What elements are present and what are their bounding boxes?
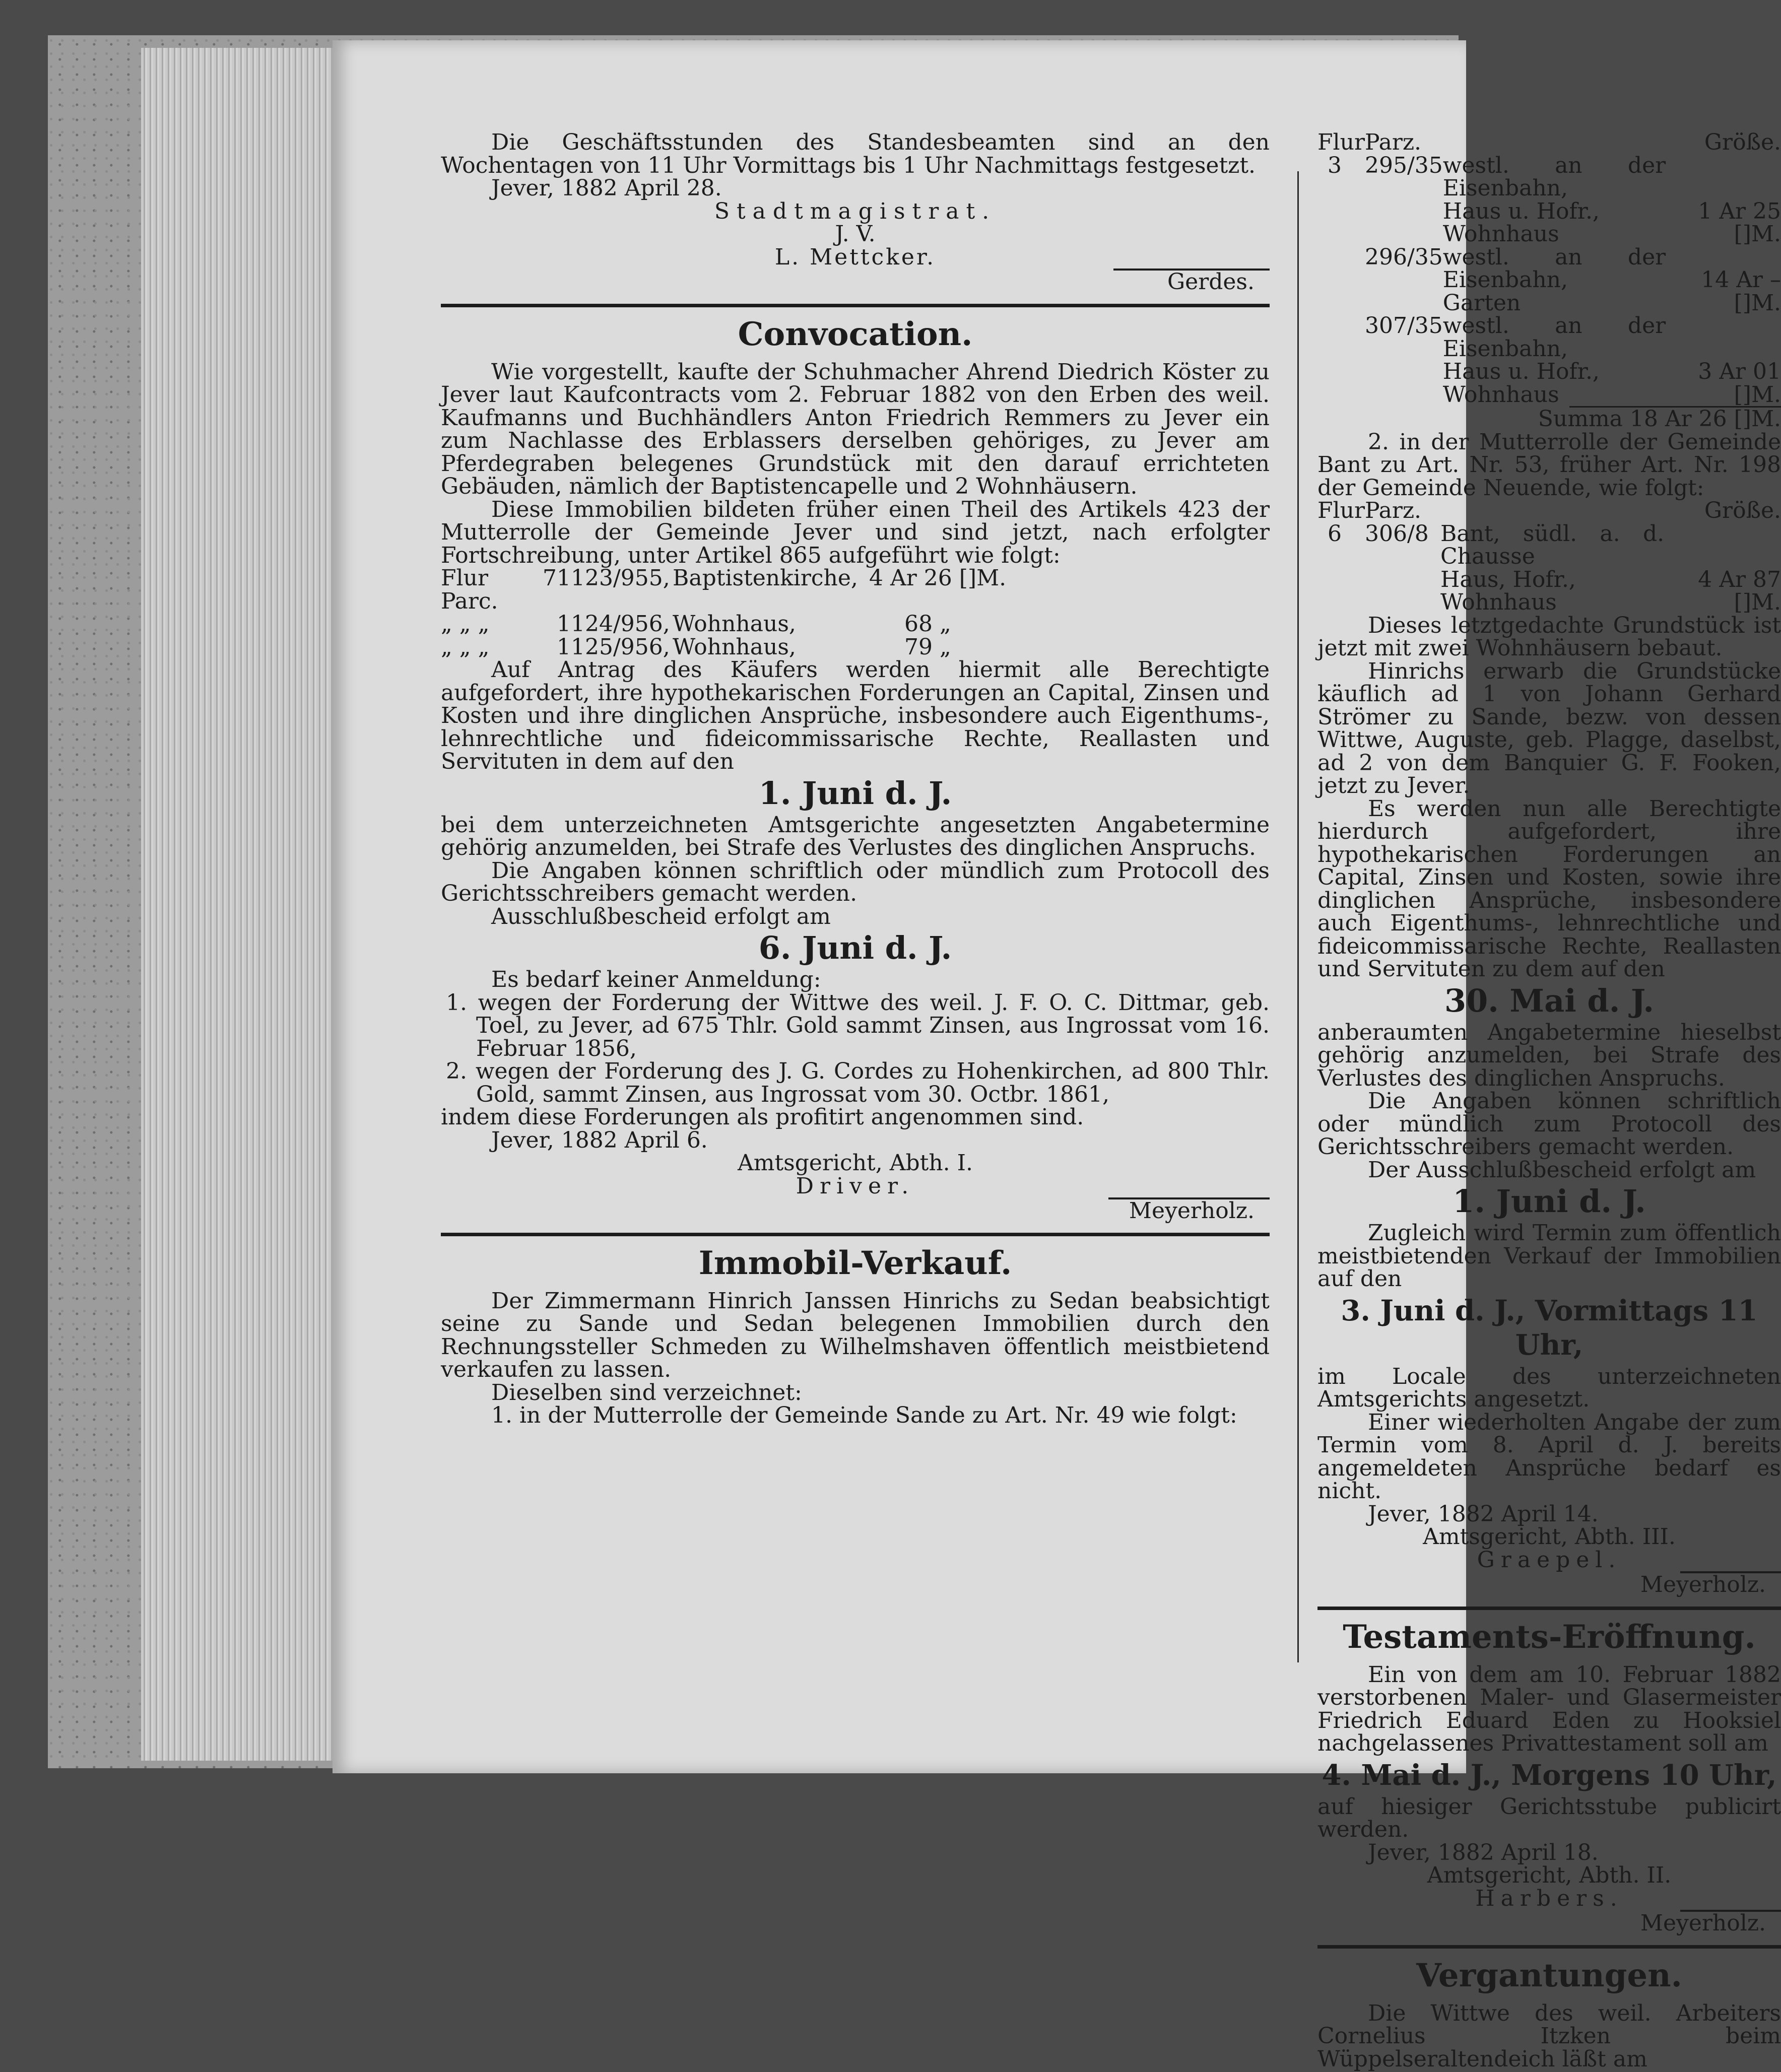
convocation-signature: Meyerholz. — [1129, 1198, 1255, 1224]
column-divider — [1297, 171, 1299, 1662]
parcel-desc: westl. an der Eisenbahn, — [1442, 152, 1666, 201]
immobil-paragraph: 1. in der Mutterrolle der Gemeinde Sande zu Art. Nr. 49 wie folgt: — [491, 1402, 1237, 1428]
convocation-judge: Driver. — [796, 1173, 915, 1199]
immobil-paragraph: Der Zimmermann Hinrich Janssen Hinrichs zu Sedan beabsichtigt seine zu Sande und Sedan belegenen Immobilien durch den Rechnungssteller Schmeden zu Wilhelmshaven öffentlich meistbietend verkaufen zu lassen. — [441, 1288, 1270, 1382]
right-date: 30. Mai d. J. — [1444, 982, 1655, 1019]
parcel-desc: Haus u. Hofr., — [1442, 198, 1600, 224]
newspaper-page — [333, 40, 1781, 2072]
parcel-description: Wohnhaus, — [673, 634, 796, 660]
parcel-size: 79 „ — [904, 634, 951, 660]
convocation-title: Convocation. — [738, 315, 973, 353]
parcel-lead: Flur 7 Parc. — [441, 565, 557, 614]
header-flur: Flur — [1317, 129, 1365, 155]
convocation-paragraph: Diese Immobilien bildeten früher einen Theil des Artikels 423 der Mutterrolle der Gemeinde Jever und sind jetzt, nach erfolgter Fortschreibung, unter Artikel 865 aufgeführt wie folgt: — [441, 496, 1270, 568]
convocation-paragraph: Wie vorgestellt, kaufte der Schuhmacher Ahrend Diedrich Köster zu Jever laut Kaufcontracts vom 2. Februar 1882 von den Erben des weil. Kaufmanns und Buchhändlers Anton Friedrich Remmers zu Jever ein zum Nachlasse des Erblassers derselben gehöriges, zu Jever am Pferdegraben belegenes Grundstück mit den darauf errichteten Gebäuden, nämlich der Baptistencapelle und 2 Wohnhäusern. — [441, 359, 1270, 499]
right-column — [1317, 131, 1781, 2070]
section-rule — [1317, 1945, 1781, 1949]
notice-date: Jever, 1882 April 28. — [491, 175, 722, 201]
vergantungen-paragraph: Die Wittwe des weil. Arbeiters Cornelius Itzken beim Wüppelseraltendeich läßt am — [1317, 2000, 1781, 2072]
convocation-paragraph: Die Angaben können schriftlich oder mündlich zum Protocoll des Gerichtsschreibers gemacht werden. — [441, 857, 1270, 906]
parcel-size: 4 Ar 87 []M. — [1698, 566, 1781, 615]
testament-paragraph: auf hiesiger Gerichtsstube publicirt werden. — [1317, 1793, 1781, 1842]
right-court: Amtsgericht, Abth. III. — [1423, 1524, 1676, 1550]
parcel-size: 4 Ar 26 []M. — [869, 565, 1007, 591]
parcel-description: Baptistenkirche, — [673, 565, 858, 591]
notice-authority: Stadtmagistrat. — [714, 198, 997, 224]
left-column — [441, 131, 1270, 1427]
right-paragraph: anberaumten Angabetermine hieselbst gehörig anzumelden, bei Strafe des Verlustes des dinglichen Anspruchs. — [1317, 1019, 1781, 1091]
testament-place: Jever, 1882 April 18. — [1368, 1839, 1599, 1865]
parcel-row — [441, 636, 1270, 659]
parcel-desc: westl. an der Eisenbahn, — [1442, 244, 1666, 293]
right-date: 3. Juni d. J., Vormittags 11 Uhr, — [1341, 1294, 1758, 1362]
parcel-row — [441, 567, 1270, 613]
section-rule — [441, 304, 1270, 307]
testament-judge: Harbers. — [1475, 1885, 1623, 1911]
parcel-desc: Wohnhaus — [1442, 381, 1559, 408]
header-size: Größe. — [1704, 129, 1781, 155]
parcel-size: 14 Ar – []M. — [1701, 267, 1781, 316]
vergantungen-title: Vergantungen. — [1416, 1956, 1682, 1994]
right-paragraph: Zugleich wird Termin zum öffentlich meistbietenden Verkauf der Immobilien auf den — [1317, 1220, 1781, 1292]
right-signature: Meyerholz. — [1640, 1572, 1766, 1597]
right-date: 1. Juni d. J. — [1453, 1183, 1646, 1220]
notice-signature: Gerdes. — [1167, 269, 1255, 295]
right-place: Jever, 1882 April 14. — [1368, 1501, 1599, 1527]
parcel-desc: Haus u. Hofr., — [1442, 359, 1600, 384]
parcel-description: Wohnhaus, — [673, 611, 796, 637]
immobil-title: Immobil-Verkauf. — [698, 1244, 1012, 1282]
convocation-paragraph: indem diese Forderungen als profitirt angenommen sind. — [441, 1104, 1084, 1130]
testament-court: Amtsgericht, Abth. II. — [1427, 1862, 1672, 1888]
testament-paragraph: Ein von dem am 10. Februar 1882 verstorbenen Maler- und Glasermeister Friedrich Eduard Eden zu Hooksiel nachgelassenes Privattestament soll am — [1317, 1661, 1781, 1756]
parcel-size: 3 Ar 01 []M. — [1698, 359, 1781, 408]
parcel-sum: Summa 18 Ar 26 []M. — [1538, 406, 1781, 432]
right-judge: Graepel. — [1477, 1547, 1622, 1573]
testament-date: 4. Mai d. J., Morgens 10 Uhr, — [1322, 1758, 1777, 1792]
header-size: Größe. — [1704, 498, 1781, 523]
right-paragraph: Es werden nun alle Berechtigte hierdurch aufgefordert, ihre hypothekarischen Forderungen an Capital, Zinsen und Kosten, sowie ihre dinglichen Ansprüche, insbesondere auch Eigenthums-, lehnrechtliche und fideicommissarische Rechte, Reallasten und Servituten zu dem auf den — [1317, 795, 1781, 982]
convocation-court: Amtsgericht, Abth. I. — [737, 1150, 973, 1176]
right-paragraph: Einer wiederholten Angabe der zum Termin vom 8. April d. J. bereits angemeldeten Ansprüche bedarf es nicht. — [1317, 1409, 1781, 1504]
parcel-table-sande — [1317, 131, 1781, 406]
parcel-desc: Haus, Hofr., — [1440, 566, 1576, 592]
convocation-paragraph: Es bedarf keiner Anmeldung: — [491, 967, 821, 992]
convocation-paragraph: Ausschlußbescheid erfolgt am — [491, 903, 831, 929]
office-hours-notice: Die Geschäftsstunden des Standesbeamten sind an den Wochentagen von 11 Uhr Vormittags bis 1 Uhr Nachmittags festgesetzt. — [441, 129, 1270, 178]
convocation-paragraph: Auf Antrag des Käufers werden hiermit alle Berechtigte aufgefordert, ihre hypothekarischen Forderungen an Capital, Zinsen und Kosten und ihre dinglichen Ansprüche, insbesondere auch Eigenthums-, lehnrechtliche und fideicommissarische Rechte, Reallasten und Servituten in dem auf den — [441, 657, 1270, 774]
parcel-number: 1125/956, — [557, 634, 670, 660]
parcel-lead: „ „ „ — [441, 611, 490, 637]
bant-paragraph: 2. in der Mutterrolle der Gemeinde Bant zu Art. Nr. 53, früher Art. Nr. 198 der Gemeinde Neuende, wie folgt: — [1317, 429, 1781, 501]
parcel-desc: Garten — [1442, 290, 1521, 316]
flur-number: 6 — [1328, 520, 1342, 547]
parcel-number: 1124/956, — [557, 611, 670, 637]
testament-signature: Meyerholz. — [1640, 1910, 1766, 1936]
convocation-place: Jever, 1882 April 6. — [491, 1127, 708, 1153]
notice-iv: J. V. — [835, 221, 876, 247]
parcel-desc: westl. an der Eisenbahn, — [1442, 313, 1666, 362]
parcel-row — [441, 613, 1270, 636]
parcel-desc: Wohnhaus — [1442, 221, 1559, 247]
parcel-size: 1 Ar 25 []M. — [1698, 198, 1781, 247]
right-paragraph: Der Ausschlußbescheid erfolgt am — [1368, 1157, 1756, 1183]
flur-number: 3 — [1328, 152, 1342, 178]
notice-official: L. Mettcker. — [774, 244, 936, 270]
parz-number: 296/35 — [1364, 244, 1443, 270]
right-paragraph: Hinrichs erwarb die Grundstücke käuflich ad 1 von Johann Gerhard Strömer zu Sande, bezw. von dessen Wittwe, Auguste, geb. Plagge, daselbst, ad 2 von dem Banquier G. F. Fooken, jetzt zu Jever. — [1317, 658, 1781, 798]
convocation-date: 6. Juni d. J. — [758, 929, 952, 966]
convocation-item: 1. wegen der Forderung der Wittwe des weil. J. F. O. C. Dittmar, geb. Toel, zu Jever, ad 675 Thlr. Gold sammt Zinsen, aus Ingrossat vom 16. Februar 1856, — [446, 989, 1270, 1061]
parcel-list — [441, 567, 1270, 658]
parcel-table-bant — [1317, 499, 1781, 614]
parcel-desc: Wohnhaus — [1440, 589, 1557, 615]
convocation-paragraph: bei dem unterzeichneten Amtsgerichte angesetzten Angabetermine gehörig anzumelden, bei Strafe des Verlustes des dinglichen Anspruchs. — [441, 812, 1270, 860]
parcel-size: 68 „ — [904, 611, 951, 637]
parz-number: 295/35 — [1364, 152, 1443, 178]
convocation-date: 1. Juni d. J. — [758, 774, 952, 812]
right-paragraph: im Locale des unterzeichneten Amtsgerichts angesetzt. — [1317, 1363, 1781, 1412]
right-paragraph: Die Angaben können schriftlich oder mündlich zum Protocoll des Gerichtsschreibers gemacht werden. — [1317, 1088, 1781, 1160]
right-paragraph: Dieses letztgedachte Grundstück ist jetzt mit zwei Wohnhäusern bebaut. — [1317, 612, 1781, 661]
page-edges — [141, 48, 343, 1761]
parcel-lead: „ „ „ — [441, 634, 490, 660]
immobil-paragraph: Dieselben sind verzeichnet: — [491, 1379, 802, 1406]
parcel-number: 1123/955, — [557, 565, 670, 591]
section-rule — [1317, 1607, 1781, 1610]
section-rule — [441, 1233, 1270, 1236]
header-parz: Parz. — [1364, 129, 1422, 155]
parcel-desc: Bant, südl. a. d. Chausse — [1440, 520, 1665, 569]
parz-number: 307/35 — [1364, 313, 1443, 339]
parz-number: 306/8 — [1364, 520, 1429, 547]
testament-title: Testaments-Eröffnung. — [1343, 1618, 1756, 1656]
header-parz: Parz. — [1364, 498, 1422, 523]
header-flur: Flur — [1317, 498, 1365, 523]
convocation-item: 2. wegen der Forderung des J. G. Cordes zu Hohenkirchen, ad 800 Thlr. Gold, sammt Zinsen, aus Ingrossat vom 30. Octbr. 1861, — [446, 1058, 1270, 1107]
